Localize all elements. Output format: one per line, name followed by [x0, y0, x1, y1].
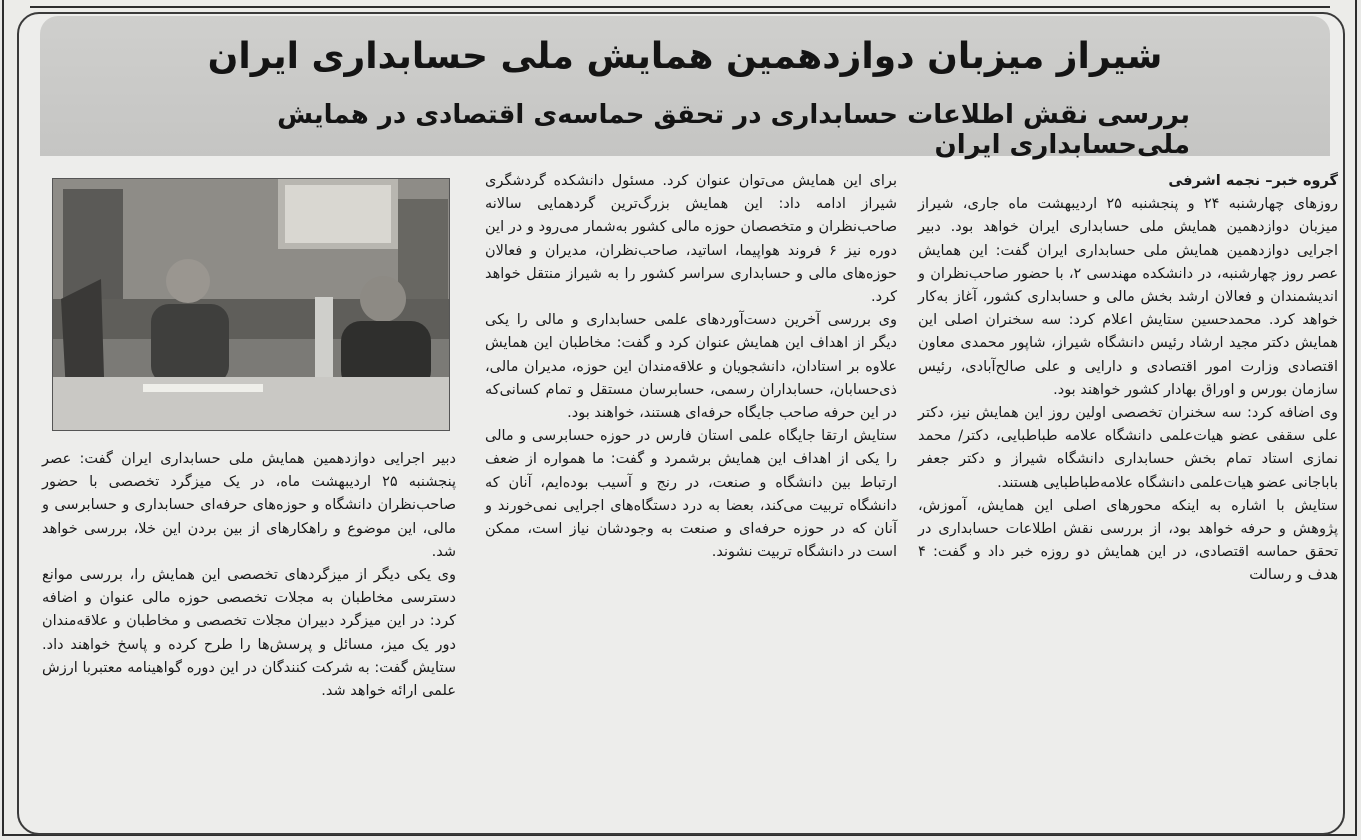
middle-column — [485, 170, 897, 564]
paragraph: وی اضافه کرد: سه سخنران تخصصی اولین روز این همایش نیز، دکتر علی سقفی عضو هیات‌علمی دانشگاه علامه طباطبایی، دکتر/ محمد نمازی استاد تمام بخش حسابداری دانشگاه شیراز و دکتر جعفر باباجانی عضو هیات‌علمی دانشگاه علامه‌طباطبایی هستند. — [918, 405, 1338, 491]
paragraph: ستایش ارتقا جایگاه علمی استان فارس در حوزه حسابرسی و مالی را یکی از اهداف این همایش برشمرد و گفت: ما همواره از ضعف ارتباط بین دانشگاه و صنعت، در رنج و آسیب بوده‌ایم، آنان که دانشگاه تربیت می‌کند، بعضا به درد دستگاه‌های اجرایی نمی‌خورند و آنان که در حوزه حرفه‌ای و صنعت به وجودشان نیاز است، ممکن است در دانشگاه تربیت نشوند. — [485, 428, 897, 561]
paragraph: ستایش با اشاره به اینکه محورهای اصلی این همایش، آموزش، پژوهش و حرفه خواهد بود، از بررسی نقش اطلاعات حسابداری در تحقق حماسه اقتصادی، در این همایش دو روزه خبر داد و گفت: ۴ هدف و رسالت — [918, 497, 1338, 584]
paragraph: وی بررسی آخرین دست‌آوردهای علمی حسابداری و مالی را یکی دیگر از اهداف این همایش عنوان کرد و گفت: مخاطبان این همایش علاوه بر استادان، دانشجویان و علاقه‌مندان این حوزه، مدیران مالی، ذی‌حسابان، حسابداران رسمی، حسابرسان مستقل و تمام کسانی‌که در این حرفه صاحب جایگاه حرفه‌ای هستند، خواهند بود. — [485, 312, 897, 422]
subheadline: بررسی نقش اطلاعات حسابداری در تحقق حماسه‌ی اقتصادی در همایش ملی‌حسابداری ایران — [277, 100, 1190, 160]
paragraph: دبیر اجرایی دوازدهمین همایش ملی حسابداری ایران گفت: عصر پنجشنبه ۲۵ اردیبهشت ماه، در یک میزگرد تخصصی با حضور صاحب‌نظران دانشگاه و حوزه‌های حرفه‌ای حسابداری و حسابرسی و مالی، این موضوع و راهکارهای از بین بردن این خلا، بررسی خواهد شد. — [42, 451, 457, 560]
headline: شیراز میزبان دوازدهمین همایش ملی حسابداری ایران — [207, 36, 1163, 77]
top-rule — [30, 0, 1330, 8]
news-photo — [52, 178, 450, 431]
paragraph: برای این همایش می‌توان عنوان کرد. مسئول دانشکده گردشگری شیراز ادامه داد: این همایش بزرگ‌ترین گردهمایی سالانه صاحب‌نظران و متخصصان حوزه مالی کشور به‌شمار می‌رود و در این دوره نیز ۶ فروند هواپیما، اساتید، صاحب‌نظران، مدیران و فعالان حوزه‌های مالی و حسابداری سراسر کشور را به شیراز منتقل خواهد کرد. — [485, 173, 897, 306]
paragraph: روزهای چهارشنبه ۲۴ و پنجشنبه ۲۵ اردیبهشت ماه جاری، شیراز میزبان دوازدهمین همایش ملی حسابداری ایران خواهد بود. دبیر اجرایی دوازدهمین همایش ملی حسابداری ایران گفت: این همایش عصر روز چهارشنبه، در دانشکده مهندسی ۲، با حضور صاحب‌نظران و اندیشمندان و فعالان ارشد بخش مالی و حسابداری کشور، آغاز به‌کار خواهد کرد. محمدحسین ستایش اعلام کرد: سه سخنران اصلی این همایش دکتر مجید ارشاد رئیس دانشگاه شیراز، شاپور محمدی معاون اقتصادی وزارت امور اقتصادی و دارایی و علی صالح‌آبادی، رئیس سازمان بورس و اوراق بهادار کشور خواهند بود. — [918, 196, 1338, 398]
conference-photo-illustration — [53, 179, 450, 431]
byline: گروه خبر– نجمه اشرفی — [1168, 173, 1338, 189]
paragraph: وی یکی دیگر از میزگردهای تخصصی این همایش را، بررسی موانع دسترسی مخاطبان به مجلات تخصصی حوزه مالی عنوان و اضافه کرد: در این میزگرد دبیران مجلات تخصصی و مخاطبان و علاقه‌مندان دور یک میز، مسائل و پرسش‌ها را طرح کرده و پاسخ خواهند داد. ستایش گفت: به شرکت کنندگان در این دوره گواهینامه معتبربا ارزش علمی ارائه خواهد شد. — [42, 567, 456, 700]
left-column — [42, 448, 456, 703]
right-column — [918, 170, 1338, 588]
